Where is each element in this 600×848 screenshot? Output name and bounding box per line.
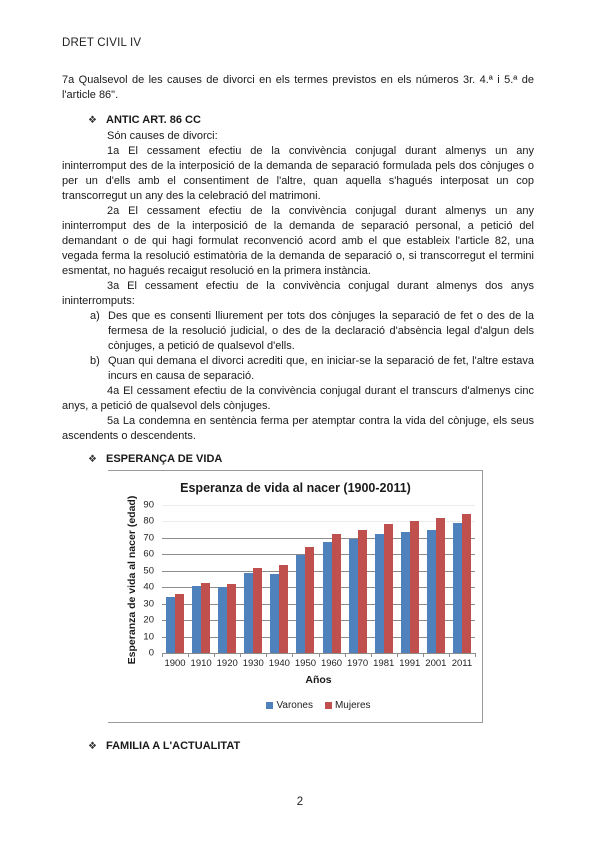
legend-entry-varones <box>266 700 313 711</box>
chart-x-tick <box>162 653 163 657</box>
chart-bar-varones-1930 <box>244 573 253 653</box>
chart-x-tick-label: 1981 <box>373 658 395 669</box>
chart-y-tick-label: 50 <box>143 565 154 577</box>
chart-x-tick-label: 1900 <box>164 658 186 669</box>
chart-bar-mujeres-1960 <box>332 534 341 653</box>
chart-y-tick-label: 70 <box>143 532 154 544</box>
chart-x-tick <box>397 653 398 657</box>
chart-bar-mujeres-1940 <box>279 565 288 653</box>
page-header: DRET CIVIL IV <box>62 37 142 49</box>
diamond-bullet-icon: ❖ <box>88 453 97 465</box>
chart-bar-varones-1981 <box>375 534 384 653</box>
chart-x-tick-label: 1950 <box>294 658 317 669</box>
list-marker: a) <box>90 310 100 322</box>
chart-x-tick-label: 1920 <box>216 658 238 669</box>
chart-bar-varones-1940 <box>270 574 279 653</box>
chart-x-tick <box>423 653 424 657</box>
chart-x-tick-label: 2011 <box>451 658 473 669</box>
list-item-b <box>90 354 534 384</box>
paragraph-cause-1: 1a El cessament efectiu de la convivència conjugal durant almenys un any ininterromput des de la interposició de la demanda de separació formulada pels dos cònjuges o per un d'ells amb el consentiment de l'altre, quan aquella s'hagués interposat un cop transcorregut un any des la celebració del matrimoni. <box>62 145 534 202</box>
list-item-a <box>90 309 534 354</box>
chart-y-tick-label: 60 <box>143 548 154 560</box>
section-heading-text: ESPERANÇA DE VIDA <box>106 453 223 465</box>
chart-plot-area <box>143 499 475 669</box>
chart-bar-mujeres-1991 <box>410 521 419 653</box>
chart-x-tick-label: 1991 <box>399 658 421 669</box>
chart-bar-varones-2001 <box>427 530 436 653</box>
chart-x-tick-label: 2001 <box>425 658 447 669</box>
diamond-bullet-icon: ❖ <box>88 740 97 752</box>
chart-bar-varones-1910 <box>192 586 201 653</box>
paragraph-cause-5: 5a La condemna en sentència ferma per atemptar contra la vida del cònjuge, els seus ascendents o descendents. <box>62 415 534 442</box>
chart-bar-varones-2011 <box>453 523 462 653</box>
paragraph-cause-2: 2a El cessament efectiu de la convivència conjugal durant almenys un any ininterromput des de la interposició de la demanda de separació personal, a petició del demandant o de qui hagi formulat reconvenció acord amb el que estableix l'article 82, una vegada ferma la resolució estimatòria de la demanda de separació o, si transcorregut el termini esmentat, no hagués recaigut resolució en la primera instància. <box>62 205 534 277</box>
section-heading-esperanca-de-vida <box>88 453 222 465</box>
chart-bar-mujeres-1981 <box>384 524 393 653</box>
chart-y-tick-label: 80 <box>143 515 154 527</box>
chart-bar-mujeres-1930 <box>253 568 262 653</box>
chart-x-tick <box>292 653 293 657</box>
diamond-bullet-icon: ❖ <box>88 114 97 126</box>
section-lead: Són causes de divorci: <box>107 130 218 142</box>
chart-bar-varones-1950 <box>296 555 305 653</box>
legend-label: Varones <box>276 700 313 711</box>
chart-bar-varones-1960 <box>323 542 332 653</box>
chart-x-tick <box>475 653 476 657</box>
chart-gridline <box>162 505 475 506</box>
chart-y-tick-label: 90 <box>143 499 154 511</box>
chart-bar-mujeres-1950 <box>305 547 314 653</box>
legend-swatch-varones <box>266 702 273 709</box>
chart-bar-mujeres-1970 <box>358 530 367 653</box>
chart-y-tick-label: 20 <box>143 614 154 626</box>
chart-bar-varones-1991 <box>401 532 410 653</box>
page-number: 2 <box>296 796 304 808</box>
chart-x-tick <box>266 653 267 657</box>
chart-x-tick-label: 1910 <box>190 658 212 669</box>
legend-entry-mujeres <box>325 700 371 711</box>
section-heading-antic-art-86 <box>88 114 201 126</box>
chart-y-tick-label: 40 <box>143 581 154 593</box>
chart-y-axis-title: Esperanza de vida al nacer (edad) <box>126 495 138 665</box>
chart-bar-mujeres-2001 <box>436 518 445 653</box>
chart-bar-mujeres-1920 <box>227 584 236 653</box>
chart-x-tick-label: 1960 <box>320 658 343 669</box>
chart-title: Esperanza de vida al nacer (1900-2011) <box>180 481 411 495</box>
paragraph-cause-3: 3a El cessament efectiu de la convivència conjugal durant almenys dos anys ininterromputs: <box>62 280 534 307</box>
chart-x-tick <box>240 653 241 657</box>
chart-bar-varones-1970 <box>349 539 358 653</box>
chart-bar-varones-1920 <box>218 587 227 653</box>
chart-y-tick-label: 0 <box>148 647 154 659</box>
section-heading-text: FAMILIA A L'ACTUALITAT <box>106 740 241 752</box>
chart-x-tick-label: 1940 <box>268 658 290 669</box>
chart-x-tick <box>371 653 372 657</box>
legend-label: Mujeres <box>334 700 371 711</box>
chart-x-tick <box>214 653 215 657</box>
intro-paragraph: 7a Qualsevol de les causes de divorci en els termes previstos en els números 3r. 4.ª i 5.ª de l'article 86". <box>62 74 534 101</box>
chart-y-tick-label: 30 <box>143 598 154 610</box>
section-heading-text: ANTIC ART. 86 CC <box>106 114 201 126</box>
chart-bar-mujeres-1910 <box>201 583 210 653</box>
section-heading-familia <box>88 740 240 752</box>
chart-x-axis-title: Años <box>305 674 332 686</box>
chart-bar-varones-1900 <box>166 597 175 653</box>
legend-swatch-mujeres <box>325 702 332 709</box>
chart-x-tick-label: 1970 <box>347 658 369 669</box>
chart-x-tick <box>345 653 346 657</box>
chart-x-tick <box>188 653 189 657</box>
list-marker: b) <box>90 355 100 367</box>
list-item-text: Des que es consenti lliurement per tots dos cònjuges la separació de fet o des de la fermesa de la resolució judicial, o des de la declaració d'absència legal d'algun dels cònjuges, a petició de qualsevol d'ells. <box>108 310 534 352</box>
list-item-text: Quan qui demana el divorci acrediti que, en iniciar-se la separació de fet, l'altre estava incurs en causa de separació. <box>108 355 534 382</box>
paragraph-cause-4: 4a El cessament efectiu de la convivència conjugal durant el transcurs d'almenys cinc anys, a petició de qualsevol dels cònjuges. <box>62 385 534 412</box>
chart-legend <box>162 700 475 711</box>
chart-x-tick <box>319 653 320 657</box>
chart-bar-mujeres-2011 <box>462 514 471 653</box>
chart-x-tick <box>449 653 450 657</box>
chart-y-tick-label: 10 <box>143 631 154 643</box>
chart-x-tick-label: 1930 <box>242 658 264 669</box>
chart-gridline <box>162 521 475 522</box>
chart-bar-mujeres-1900 <box>175 594 184 653</box>
